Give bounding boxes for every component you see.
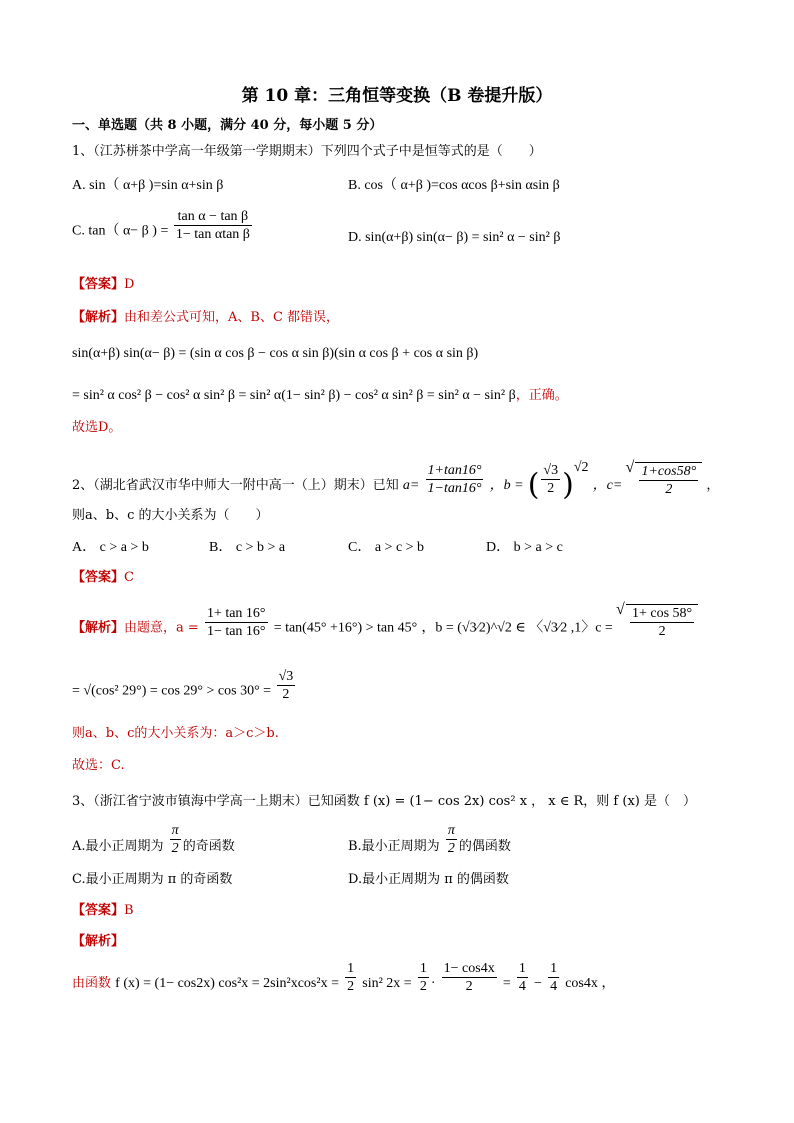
fraction-numerator: π	[447, 823, 455, 838]
q1-analysis-line3	[72, 387, 568, 404]
q3-option-a	[72, 823, 235, 857]
q1-analysis	[72, 310, 339, 326]
answer-label: 【答案】	[72, 570, 125, 585]
fraction-denominator: 2	[347, 979, 355, 994]
q2-a-fraction	[426, 462, 484, 497]
fraction-denominator: 2	[465, 979, 473, 994]
fraction-numerator: √3	[278, 669, 294, 684]
q3-option-b-fraction	[446, 822, 457, 857]
q3-fraction-4	[517, 960, 528, 995]
q3-option-d: D.最小正周期为 π 的偶函数	[348, 872, 509, 887]
q1-analysis-line2: sin(α+β) sin(α− β) = (sin α cos β − cos α sin β)(sin α cos β + cos α sin β)	[72, 346, 479, 361]
q2-analysis-line3: 则a、b、c的大小关系为：a＞c＞b.	[72, 726, 279, 741]
fraction-numerator: √3	[543, 463, 559, 478]
analysis-text: 由题意，a =	[124, 620, 199, 636]
q1-option-a: A. sin（ α+β )=sin α+sin β	[72, 178, 224, 193]
q3-answer	[72, 903, 134, 919]
analysis-label: 【解析】	[72, 310, 125, 325]
analysis-label: 【解析】	[72, 620, 125, 636]
page-title: 第 10 章：三角恒等变换（B 卷提升版）	[241, 86, 553, 106]
fraction-denominator: 1− tan αtan β	[175, 227, 250, 242]
fraction-numerator: 1− cos4x	[443, 961, 495, 976]
q3-fraction-2	[418, 960, 429, 995]
fraction-numerator: √ 1+cos58°	[641, 463, 697, 479]
q2-stem-line2: 则a、b、c 的大小关系为（ ）	[72, 508, 269, 523]
analysis-expression-2: sin² 2x =	[362, 976, 412, 991]
fraction-denominator: 2	[419, 979, 427, 994]
q2-b-exponent: √2	[573, 460, 589, 475]
fraction-numerator: 1+ tan 16°	[206, 605, 266, 621]
answer-value: D	[124, 277, 135, 292]
q2-analysis	[72, 605, 698, 640]
analysis-expression: = sin² α cos² β − cos² α sin² β = sin² α(1− sin² β) − cos² α sin² β = sin² α − sin² β	[72, 388, 516, 403]
analysis-label: 【解析】	[72, 934, 125, 949]
q2-analysis-line2-fraction	[277, 668, 296, 703]
fraction-numerator: 1	[419, 961, 427, 976]
analysis-expression: = tan(45° +16°) > tan 45°	[273, 620, 418, 636]
fraction-numerator: √ 1+ cos 58°	[631, 606, 693, 621]
fraction-denominator: 4	[550, 979, 558, 994]
q1-answer	[72, 277, 134, 293]
q3-option-a-fraction	[170, 822, 181, 857]
fraction-numerator: 1	[347, 961, 355, 976]
section-heading: 一、单选题（共 8 小题，满分 40 分，每小题 5 分）	[72, 118, 383, 133]
fraction-denominator: 2	[547, 481, 555, 496]
fraction-numerator: 1	[550, 961, 558, 976]
fraction-denominator: 4	[518, 979, 526, 994]
fraction-denominator: 2	[658, 624, 666, 639]
analysis-b-expression: ，b = (√3⁄2)^√2 ∈ 〈√3⁄2 ,1〉c =	[421, 620, 613, 636]
q3-analysis: 由函数 f (x) = (1− cos2x) cos²x = 2sin²xcos²x = $\frac{1}{2}$ sin² 2x = $\frac{1}{2}$ · $\frac{1- \cos 4x}{2}$ = $\frac{1}{4}$ − $\frac{1}{4}$ cos4x ，	[72, 961, 616, 994]
q2-stem-text: 2、（湖北省武汉市华中师大一附中高一（上）期末）已知	[72, 478, 399, 493]
q1-option-c-fraction	[174, 208, 252, 243]
answer-value: C	[124, 570, 134, 585]
q2-analysis-c-fraction	[630, 605, 694, 640]
q2-option-c: C． a > c > b	[348, 540, 425, 555]
fraction-denominator: 2	[282, 687, 290, 702]
q3-option-c: C.最小正周期为 π 的奇函数	[72, 872, 233, 887]
minus-sign: −	[534, 976, 542, 991]
answer-label: 【答案】	[72, 903, 125, 918]
fraction-numerator: tan α − tan β	[174, 208, 252, 226]
q2-analysis-line2	[72, 669, 297, 703]
fraction-denominator: 2	[447, 841, 455, 856]
q2-analysis-c-sqrt	[626, 604, 698, 640]
answer-label: 【答案】	[72, 277, 125, 292]
q2-analysis-a-fraction	[205, 605, 268, 640]
q3-option-b	[348, 823, 511, 857]
option-text: B.最小正周期为	[348, 839, 440, 854]
q2-stem	[72, 460, 720, 503]
right-paren: )	[562, 467, 574, 503]
analysis-text: 由和差公式可知，A、B、C 都错误，	[124, 310, 340, 325]
q2-a-label: a=	[402, 478, 420, 493]
q3-fraction-5	[548, 960, 559, 995]
q2-c-fraction	[639, 463, 698, 498]
q3-fraction-3	[442, 960, 497, 995]
q2-answer	[72, 570, 134, 586]
fraction-numerator: 1	[518, 961, 526, 976]
q2-option-d: D． b > a > c	[486, 540, 563, 555]
q3-fraction-1	[345, 960, 356, 995]
q1-option-d: D. sin(α+β) sin(α− β) = sin² α − sin² β	[348, 230, 561, 245]
fraction-denominator: 1−tan16°	[427, 481, 482, 496]
q1-option-c-prefix: C. tan（ α− β ) =	[72, 223, 169, 239]
q2-conclusion: 故选：C.	[72, 758, 125, 773]
fraction-numerator: 1+tan16°	[427, 463, 482, 478]
analysis-tail: ，正确。	[515, 387, 568, 402]
q2-option-a: A． c > a > b	[72, 540, 149, 555]
q2-b-label: ，b =	[489, 478, 524, 493]
q2-b-fraction	[541, 462, 560, 497]
analysis-tail: cos4x ，	[565, 976, 616, 991]
analysis-expression: = √(cos² 29°) = cos 29° > cos 30° =	[72, 683, 272, 699]
fraction-denominator: 1− tan 16°	[206, 623, 266, 639]
option-suffix: 的奇函数	[182, 839, 235, 854]
q3-stem: 3、（浙江省宁波市镇海中学高一上期末）已知函数 f (x) = (1− cos 2x) cos² x ， x ∈ R，则 f (x) 是（ ）	[72, 794, 696, 809]
q2-c-label: ，c=	[592, 478, 623, 493]
answer-value: B	[124, 903, 134, 918]
q2-option-b: B． c > b > a	[209, 540, 286, 555]
fraction-denominator: 2	[171, 841, 179, 856]
left-paren: (	[527, 467, 540, 503]
q3-analysis-label	[72, 934, 124, 950]
q1-option-c	[72, 209, 254, 243]
q1-stem: 1、（江苏栟茶中学高一年级第一学期期末）下列四个式子中是恒等式的是（ ）	[72, 144, 542, 159]
option-suffix: 的偶函数	[458, 839, 511, 854]
q1-conclusion: 故选D。	[72, 420, 122, 435]
analysis-expression: f (x) = (1− cos2x) cos²x = 2sin²xcos²x =	[115, 976, 339, 991]
q2-c-sqrt	[635, 462, 702, 498]
q2-comma: ，	[706, 478, 720, 493]
option-text: A.最小正周期为	[72, 839, 164, 854]
fraction-denominator: 2	[665, 481, 673, 497]
fraction-numerator: π	[171, 823, 179, 838]
q1-option-b: B. cos（ α+β )=cos αcos β+sin αsin β	[348, 178, 560, 193]
analysis-text: 由函数	[72, 976, 112, 991]
